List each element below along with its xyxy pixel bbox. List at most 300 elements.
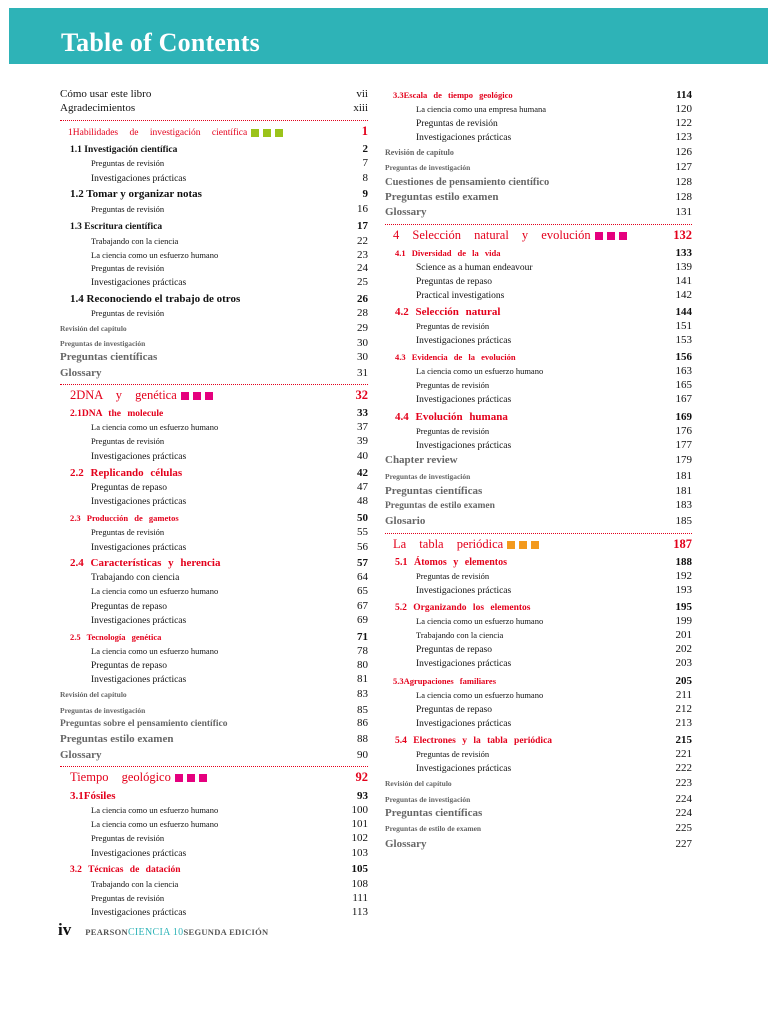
entry-page: 202 bbox=[675, 643, 692, 655]
entry-page: 133 bbox=[675, 247, 692, 259]
entry-label: Preguntas de revisión bbox=[91, 527, 165, 537]
entry-page: 181 bbox=[675, 485, 692, 497]
toc-entry[interactable] bbox=[60, 204, 368, 215]
toc-entry[interactable] bbox=[60, 615, 368, 627]
toc-entry[interactable] bbox=[385, 162, 692, 173]
entry-label: La ciencia como un esfuerzo humano bbox=[91, 586, 219, 596]
toc-entry[interactable] bbox=[385, 823, 692, 834]
section-entry[interactable] bbox=[385, 557, 692, 568]
entry-page: 29 bbox=[357, 322, 368, 334]
entry-label: Revisión del capítulo bbox=[385, 779, 452, 788]
entry-page: 30 bbox=[357, 337, 368, 349]
entry-label: 5.4 Electrones y la tabla periódica bbox=[395, 736, 553, 746]
entry-label: La ciencia como un esfuerzo humano bbox=[91, 819, 219, 829]
toc-entry[interactable] bbox=[60, 482, 368, 494]
section-entry[interactable] bbox=[60, 221, 368, 233]
entry-page: 141 bbox=[675, 275, 692, 287]
chapter-heading[interactable] bbox=[385, 224, 692, 242]
section-entry[interactable] bbox=[60, 864, 368, 876]
chapter-page: 187 bbox=[673, 537, 692, 551]
toc-entry[interactable] bbox=[60, 879, 368, 890]
entry-label: Investigaciones prácticas bbox=[91, 452, 187, 462]
toc-entry[interactable] bbox=[385, 262, 692, 274]
toc-entry[interactable] bbox=[60, 527, 368, 538]
entry-page: 227 bbox=[675, 838, 692, 850]
entry-page: 17 bbox=[357, 220, 368, 232]
entry-label: La ciencia como un esfuerzo humano bbox=[416, 690, 544, 700]
chapter-page: 132 bbox=[673, 228, 692, 242]
toc-entry[interactable] bbox=[385, 132, 692, 144]
entry-label: Preguntas de revisión bbox=[416, 380, 490, 390]
toc-entry[interactable] bbox=[385, 808, 692, 819]
toc-entry[interactable] bbox=[60, 308, 368, 319]
section-entry[interactable] bbox=[60, 558, 368, 569]
toc-entry[interactable] bbox=[60, 436, 368, 447]
toc-entry[interactable] bbox=[385, 335, 692, 347]
chapter-title bbox=[385, 538, 539, 551]
toc-entry[interactable] bbox=[385, 366, 692, 377]
toc-entry[interactable] bbox=[385, 718, 692, 730]
entry-page: xiii bbox=[353, 102, 368, 114]
entry-page: 9 bbox=[362, 188, 368, 200]
entry-page: 114 bbox=[676, 89, 692, 101]
entry-label: Chapter review bbox=[385, 454, 458, 466]
toc-entry[interactable] bbox=[385, 290, 692, 302]
toc-entry[interactable] bbox=[385, 516, 692, 527]
toc-entry[interactable] bbox=[385, 585, 692, 597]
chapter-heading[interactable] bbox=[60, 120, 368, 139]
toc-entry[interactable] bbox=[60, 263, 368, 274]
entry-label: Investigaciones prácticas bbox=[416, 441, 512, 451]
entry-page: 90 bbox=[357, 749, 368, 761]
toc-entry[interactable] bbox=[60, 848, 368, 860]
brand-edition: SEGUNDA EDICIÓN bbox=[183, 927, 269, 937]
toc-entry[interactable] bbox=[385, 276, 692, 288]
entry-page: 223 bbox=[675, 777, 692, 789]
section-entry[interactable] bbox=[385, 412, 692, 423]
toc-entry[interactable] bbox=[385, 486, 692, 497]
toc-entry[interactable] bbox=[385, 192, 692, 203]
toc-entry[interactable] bbox=[385, 794, 692, 805]
entry-page: 181 bbox=[675, 470, 692, 482]
section-entry[interactable] bbox=[385, 602, 692, 614]
entry-page: 71 bbox=[357, 631, 368, 643]
chapter-title-text: 4 Selección natural y evolución bbox=[393, 228, 591, 242]
square-icon bbox=[199, 774, 207, 782]
toc-entry[interactable] bbox=[60, 601, 368, 613]
entry-label: 5.1 Átomos y elementos bbox=[395, 557, 507, 568]
entry-page: 26 bbox=[357, 293, 368, 305]
toc-entry[interactable] bbox=[385, 630, 692, 641]
entry-page: 64 bbox=[357, 571, 368, 583]
entry-label: Investigaciones prácticas bbox=[91, 497, 187, 507]
brand-series: CIENCIA 10 bbox=[127, 927, 184, 938]
entry-page: 39 bbox=[357, 435, 368, 447]
entry-label: 1.3 Escritura científica bbox=[70, 222, 163, 232]
entry-page: 163 bbox=[675, 365, 692, 377]
entry-page: 201 bbox=[675, 629, 692, 641]
square-icon bbox=[251, 129, 259, 137]
square-icon bbox=[519, 541, 527, 549]
entry-label: Preguntas de revisión bbox=[416, 321, 490, 331]
section-entry[interactable] bbox=[60, 513, 368, 524]
entry-label: La ciencia como un esfuerzo humano bbox=[91, 250, 219, 260]
entry-label: 2.5 Tecnología genética bbox=[70, 632, 162, 642]
entry-page: 100 bbox=[351, 804, 368, 816]
section-entry[interactable] bbox=[60, 294, 368, 305]
section-entry[interactable] bbox=[385, 90, 692, 101]
entry-label: Preguntas de repaso bbox=[416, 705, 492, 715]
entry-page: 57 bbox=[357, 557, 368, 569]
entry-page: 40 bbox=[357, 450, 368, 462]
toc-entry[interactable] bbox=[385, 616, 692, 627]
entry-label: Preguntas científicas bbox=[60, 351, 158, 363]
toc-entry[interactable] bbox=[60, 734, 368, 745]
chapter-page: 32 bbox=[355, 388, 368, 402]
square-icon bbox=[205, 392, 213, 400]
entry-page: 2 bbox=[362, 143, 368, 155]
entry-page: 23 bbox=[357, 249, 368, 261]
entry-label: Preguntas de repaso bbox=[416, 645, 492, 655]
chapter-title-text: La tabla periódica bbox=[393, 537, 504, 551]
toc-entry[interactable] bbox=[385, 749, 692, 760]
entry-label: Investigaciones prácticas bbox=[416, 719, 512, 729]
entry-page: 7 bbox=[362, 157, 368, 169]
toc-entry[interactable] bbox=[385, 380, 692, 391]
toc-entry[interactable] bbox=[60, 689, 368, 700]
entry-page: 8 bbox=[362, 172, 368, 184]
entry-label: 3.3Escala de tiempo geológico bbox=[393, 90, 513, 100]
toc-entry[interactable] bbox=[60, 833, 368, 844]
entry-label: 2.1DNA the molecule bbox=[70, 409, 164, 419]
chapter-title-text: 1Habilidades de investigación científica bbox=[68, 128, 248, 138]
entry-page: 80 bbox=[357, 659, 368, 671]
entry-label: La ciencia como un esfuerzo humano bbox=[91, 646, 219, 656]
entry-label: Preguntas de repaso bbox=[91, 661, 167, 671]
entry-page: 88 bbox=[357, 733, 368, 745]
entry-label: 1.4 Reconociendo el trabajo de otros bbox=[70, 293, 241, 305]
toc-entry[interactable] bbox=[385, 839, 692, 850]
section-entry[interactable] bbox=[385, 307, 692, 318]
entry-label: Preguntas de revisión bbox=[416, 426, 490, 436]
entry-page: 81 bbox=[357, 673, 368, 685]
toc-entry[interactable] bbox=[385, 571, 692, 582]
entry-page: 108 bbox=[351, 878, 368, 890]
entry-page: 192 bbox=[675, 570, 692, 582]
entry-page: 176 bbox=[675, 425, 692, 437]
entry-label: Revisión del capítulo bbox=[60, 324, 127, 333]
toc-entry[interactable] bbox=[60, 586, 368, 597]
toc-entry[interactable] bbox=[385, 658, 692, 670]
entry-page: 179 bbox=[675, 454, 692, 466]
entry-label: Preguntas de revisión bbox=[91, 263, 165, 273]
toc-entry[interactable] bbox=[60, 422, 368, 433]
chapter-title-text: Tiempo geológico bbox=[70, 770, 171, 784]
section-entry[interactable] bbox=[60, 189, 368, 200]
square-icon bbox=[181, 392, 189, 400]
toc-entry[interactable] bbox=[60, 173, 368, 185]
toc-entry[interactable] bbox=[385, 394, 692, 406]
entry-label: Agradecimientos bbox=[60, 102, 136, 114]
toc-entry[interactable] bbox=[60, 750, 368, 761]
entry-label: Practical investigations bbox=[416, 291, 505, 301]
entry-label: Preguntas de revisión bbox=[91, 893, 165, 903]
square-icon bbox=[507, 541, 515, 549]
entry-page: 113 bbox=[351, 906, 368, 918]
entry-page: 128 bbox=[675, 176, 692, 188]
entry-label: Preguntas de revisión bbox=[416, 119, 498, 129]
entry-page: 83 bbox=[357, 688, 368, 700]
section-entry[interactable] bbox=[385, 352, 692, 363]
entry-label: Glossary bbox=[385, 206, 427, 218]
chapter-title bbox=[60, 389, 213, 402]
chapter-page: 1 bbox=[361, 124, 368, 138]
entry-page: 105 bbox=[351, 863, 368, 875]
entry-page: 120 bbox=[675, 103, 692, 115]
entry-page: 193 bbox=[675, 584, 692, 596]
section-entry[interactable] bbox=[60, 791, 368, 802]
entry-label: 3.1Fósiles bbox=[70, 790, 116, 802]
toc-entry[interactable] bbox=[385, 440, 692, 452]
entry-page: 215 bbox=[675, 734, 692, 746]
entry-label: Preguntas de revisión bbox=[91, 436, 165, 446]
entry-page: 30 bbox=[357, 351, 368, 363]
entry-label: Investigaciones prácticas bbox=[416, 336, 512, 346]
entry-label: 2.4 Características y herencia bbox=[70, 557, 221, 569]
chapter-title bbox=[60, 771, 207, 784]
entry-page: 69 bbox=[357, 614, 368, 626]
entry-label: Trabajando con la ciencia bbox=[91, 236, 179, 246]
square-icon bbox=[531, 541, 539, 549]
toc-entry[interactable] bbox=[60, 572, 368, 584]
header-bar bbox=[9, 8, 768, 64]
entry-label: 1.1 Investigación científica bbox=[70, 145, 178, 155]
entry-label: Trabajando con la ciencia bbox=[91, 879, 179, 889]
entry-label: Glossary bbox=[60, 749, 102, 761]
entry-label: Revisión de capítulo bbox=[385, 148, 454, 157]
page-title: Table of Contents bbox=[61, 28, 260, 57]
toc-entry[interactable] bbox=[385, 500, 692, 512]
page-number: iv bbox=[58, 920, 72, 939]
entry-label: Preguntas estilo examen bbox=[60, 733, 174, 745]
entry-label: Investigaciones prácticas bbox=[416, 659, 512, 669]
entry-label: 4.2 Selección natural bbox=[395, 306, 501, 318]
entry-page: 151 bbox=[675, 320, 692, 332]
section-entry[interactable] bbox=[385, 735, 692, 747]
toc-entry[interactable] bbox=[60, 323, 368, 334]
toc-entry[interactable] bbox=[385, 778, 692, 789]
entry-page: 211 bbox=[675, 689, 692, 701]
entry-page: 203 bbox=[675, 657, 692, 669]
section-entry[interactable] bbox=[60, 632, 368, 643]
entry-page: 16 bbox=[357, 203, 368, 215]
entry-page: 144 bbox=[675, 306, 692, 318]
entry-page: 65 bbox=[357, 585, 368, 597]
toc-entry[interactable] bbox=[60, 368, 368, 379]
square-icon bbox=[619, 232, 627, 240]
square-icon bbox=[187, 774, 195, 782]
entry-page: 24 bbox=[357, 262, 368, 274]
chapter-title bbox=[60, 129, 283, 139]
toc-entry[interactable] bbox=[385, 471, 692, 482]
toc-entry[interactable] bbox=[60, 819, 368, 830]
entry-page: 31 bbox=[357, 367, 368, 379]
entry-page: 22 bbox=[357, 235, 368, 247]
toc-entry[interactable] bbox=[60, 907, 368, 919]
entry-page: 195 bbox=[675, 601, 692, 613]
entry-label: Preguntas de revisión bbox=[91, 308, 165, 318]
square-icon bbox=[193, 392, 201, 400]
entry-page: 50 bbox=[357, 512, 368, 524]
entry-page: 224 bbox=[675, 793, 692, 805]
section-entry[interactable] bbox=[385, 676, 692, 687]
toc-entry[interactable] bbox=[60, 277, 368, 289]
toc-entry[interactable] bbox=[60, 646, 368, 657]
entry-label: Preguntas de investigación bbox=[385, 472, 471, 481]
toc-entry[interactable] bbox=[385, 763, 692, 775]
toc-entry[interactable] bbox=[60, 103, 368, 114]
toc-entry[interactable] bbox=[60, 496, 368, 508]
toc-entry[interactable] bbox=[60, 705, 368, 716]
entry-page: 55 bbox=[357, 526, 368, 538]
toc-entry[interactable] bbox=[60, 893, 368, 904]
entry-page: 177 bbox=[675, 439, 692, 451]
entry-label: Cuestiones de pensamiento científico bbox=[385, 177, 550, 188]
toc-entry[interactable] bbox=[60, 236, 368, 247]
entry-label: Preguntas de investigación bbox=[60, 339, 146, 348]
entry-label: Investigaciones prácticas bbox=[416, 586, 512, 596]
entry-label: Glossary bbox=[60, 367, 102, 379]
entry-page: 67 bbox=[357, 600, 368, 612]
entry-label: Science as a human endeavour bbox=[416, 263, 533, 273]
entry-page: 156 bbox=[675, 351, 692, 363]
toc-entry[interactable] bbox=[60, 158, 368, 169]
entry-page: 131 bbox=[675, 206, 692, 218]
entry-label: Investigaciones prácticas bbox=[91, 908, 187, 918]
toc-entry[interactable] bbox=[60, 805, 368, 816]
toc-entry[interactable] bbox=[60, 89, 368, 100]
toc-entry[interactable] bbox=[60, 674, 368, 686]
entry-label: Preguntas científicas bbox=[385, 485, 483, 497]
entry-page: 128 bbox=[675, 191, 692, 203]
entry-page: 127 bbox=[675, 161, 692, 173]
toc-entry[interactable] bbox=[385, 118, 692, 130]
entry-page: 153 bbox=[675, 334, 692, 346]
entry-page: vii bbox=[356, 88, 368, 100]
square-icon bbox=[175, 774, 183, 782]
toc-entry[interactable] bbox=[385, 207, 692, 218]
entry-label: Investigaciones prácticas bbox=[91, 849, 187, 859]
entry-page: 169 bbox=[675, 411, 692, 423]
entry-page: 142 bbox=[675, 289, 692, 301]
entry-page: 199 bbox=[675, 615, 692, 627]
entry-page: 101 bbox=[351, 818, 368, 830]
entry-page: 221 bbox=[675, 748, 692, 760]
chapter-title-text: 2DNA y genética bbox=[70, 388, 177, 402]
entry-label: La ciencia como un esfuerzo humano bbox=[91, 805, 219, 815]
toc-entry[interactable] bbox=[385, 147, 692, 158]
entry-page: 103 bbox=[351, 847, 368, 859]
entry-label: 4.3 Evidencia de la evolución bbox=[395, 352, 516, 362]
entry-page: 185 bbox=[675, 515, 692, 527]
entry-page: 139 bbox=[675, 261, 692, 273]
chapter-heading[interactable] bbox=[60, 384, 368, 402]
entry-label: Preguntas de repaso bbox=[91, 602, 167, 612]
section-entry[interactable] bbox=[60, 408, 368, 420]
entry-page: 123 bbox=[675, 131, 692, 143]
section-entry[interactable] bbox=[385, 248, 692, 259]
square-icon bbox=[595, 232, 603, 240]
entry-page: 183 bbox=[675, 499, 692, 511]
toc-entry[interactable] bbox=[385, 455, 692, 466]
toc-entry[interactable] bbox=[385, 704, 692, 716]
toc-entry[interactable] bbox=[385, 644, 692, 656]
toc-entry[interactable] bbox=[60, 542, 368, 554]
entry-page: 37 bbox=[357, 421, 368, 433]
toc-entry[interactable] bbox=[60, 451, 368, 463]
entry-page: 25 bbox=[357, 276, 368, 288]
entry-page: 212 bbox=[675, 703, 692, 715]
entry-page: 33 bbox=[357, 407, 368, 419]
entry-label: 1.2 Tomar y organizar notas bbox=[70, 188, 202, 200]
toc-entry[interactable] bbox=[60, 250, 368, 261]
entry-page: 188 bbox=[675, 556, 692, 568]
entry-label: Preguntas de investigación bbox=[385, 795, 471, 804]
chapter-heading[interactable] bbox=[60, 766, 368, 784]
entry-page: 78 bbox=[357, 645, 368, 657]
entry-page: 122 bbox=[675, 117, 692, 129]
entry-label: 2.2 Replicando células bbox=[70, 467, 183, 479]
entry-page: 42 bbox=[357, 467, 368, 479]
chapter-heading[interactable] bbox=[385, 533, 692, 551]
entry-page: 47 bbox=[357, 481, 368, 493]
entry-label: 3.2 Técnicas de datación bbox=[70, 865, 181, 875]
entry-label: Trabajando con la ciencia bbox=[416, 630, 504, 640]
entry-label: Investigaciones prácticas bbox=[91, 278, 187, 288]
toc-entry[interactable] bbox=[385, 690, 692, 701]
entry-page: 205 bbox=[675, 675, 692, 687]
square-icon bbox=[275, 129, 283, 137]
toc-entry[interactable] bbox=[385, 104, 692, 115]
entry-page: 224 bbox=[675, 807, 692, 819]
square-icon bbox=[263, 129, 271, 137]
entry-label: 2.3 Producción de gametos bbox=[70, 513, 179, 523]
section-entry[interactable] bbox=[60, 144, 368, 156]
toc-entry[interactable] bbox=[385, 177, 692, 189]
toc-entry[interactable] bbox=[60, 718, 368, 730]
entry-label: Glosario bbox=[385, 515, 426, 527]
entry-page: 167 bbox=[675, 393, 692, 405]
entry-page: 213 bbox=[675, 717, 692, 729]
entry-page: 93 bbox=[357, 790, 368, 802]
entry-label: La ciencia como un esfuerzo humano bbox=[416, 366, 544, 376]
entry-label: Preguntas científicas bbox=[385, 807, 483, 819]
toc-entry[interactable] bbox=[385, 321, 692, 332]
toc-entry[interactable] bbox=[60, 660, 368, 672]
entry-label: Glossary bbox=[385, 838, 427, 850]
entry-label: Revisión del capítulo bbox=[60, 690, 127, 699]
entry-page: 48 bbox=[357, 495, 368, 507]
entry-label: Investigaciones prácticas bbox=[91, 174, 187, 184]
page-footer bbox=[58, 920, 268, 940]
section-entry[interactable] bbox=[60, 468, 368, 479]
toc-entry[interactable] bbox=[385, 426, 692, 437]
entry-page: 86 bbox=[357, 717, 368, 729]
entry-label: 5.3Agrupaciones familiares bbox=[393, 676, 497, 686]
toc-entry[interactable] bbox=[60, 338, 368, 349]
entry-label: Preguntas de estilo examen bbox=[385, 501, 495, 511]
toc-entry[interactable] bbox=[60, 352, 368, 363]
